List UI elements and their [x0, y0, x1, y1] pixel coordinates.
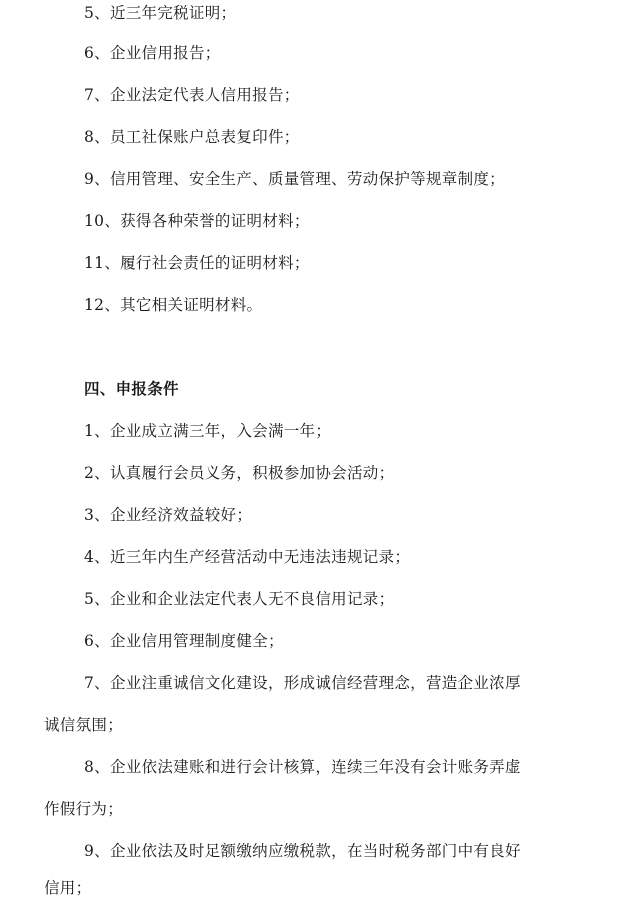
list-item-continuation: 诚信氛围； [44, 716, 124, 734]
list-item: 11、履行社会责任的证明材料； [84, 254, 310, 272]
list-item: 5、企业和企业法定代表人无不良信用记录； [84, 590, 395, 608]
list-item: 5、近三年完税证明； [84, 4, 237, 22]
list-item: 3、企业经济效益较好； [84, 506, 253, 524]
list-item-line: 8、企业依法建账和进行会计核算，连续三年没有会计账务弄虚 [84, 758, 521, 776]
section-heading: 四、申报条件 [84, 380, 179, 398]
list-item-line: 7、企业注重诚信文化建设，形成诚信经营理念，营造企业浓厚 [84, 674, 521, 692]
list-item-continuation: 作假行为； [44, 800, 124, 818]
list-item: 7、企业法定代表人信用报告； [84, 86, 300, 104]
list-item: 1、企业成立满三年，入会满一年； [84, 422, 332, 440]
list-item-line: 9、企业依法及时足额缴纳应缴税款，在当时税务部门中有良好 [84, 842, 521, 860]
list-item: 6、企业信用报告； [84, 44, 221, 62]
list-item: 6、企业信用管理制度健全； [84, 632, 284, 650]
list-item: 2、认真履行会员义务，积极参加协会活动； [84, 464, 395, 482]
list-item: 8、员工社保账户总表复印件； [84, 128, 300, 146]
list-item-continuation: 信用； [44, 879, 92, 897]
list-item: 9、信用管理、安全生产、质量管理、劳动保护等规章制度； [84, 170, 505, 188]
list-item: 12、其它相关证明材料。 [84, 296, 263, 314]
list-item: 10、获得各种荣誉的证明材料； [84, 212, 310, 230]
list-item: 4、近三年内生产经营活动中无违法违规记录； [84, 548, 411, 566]
